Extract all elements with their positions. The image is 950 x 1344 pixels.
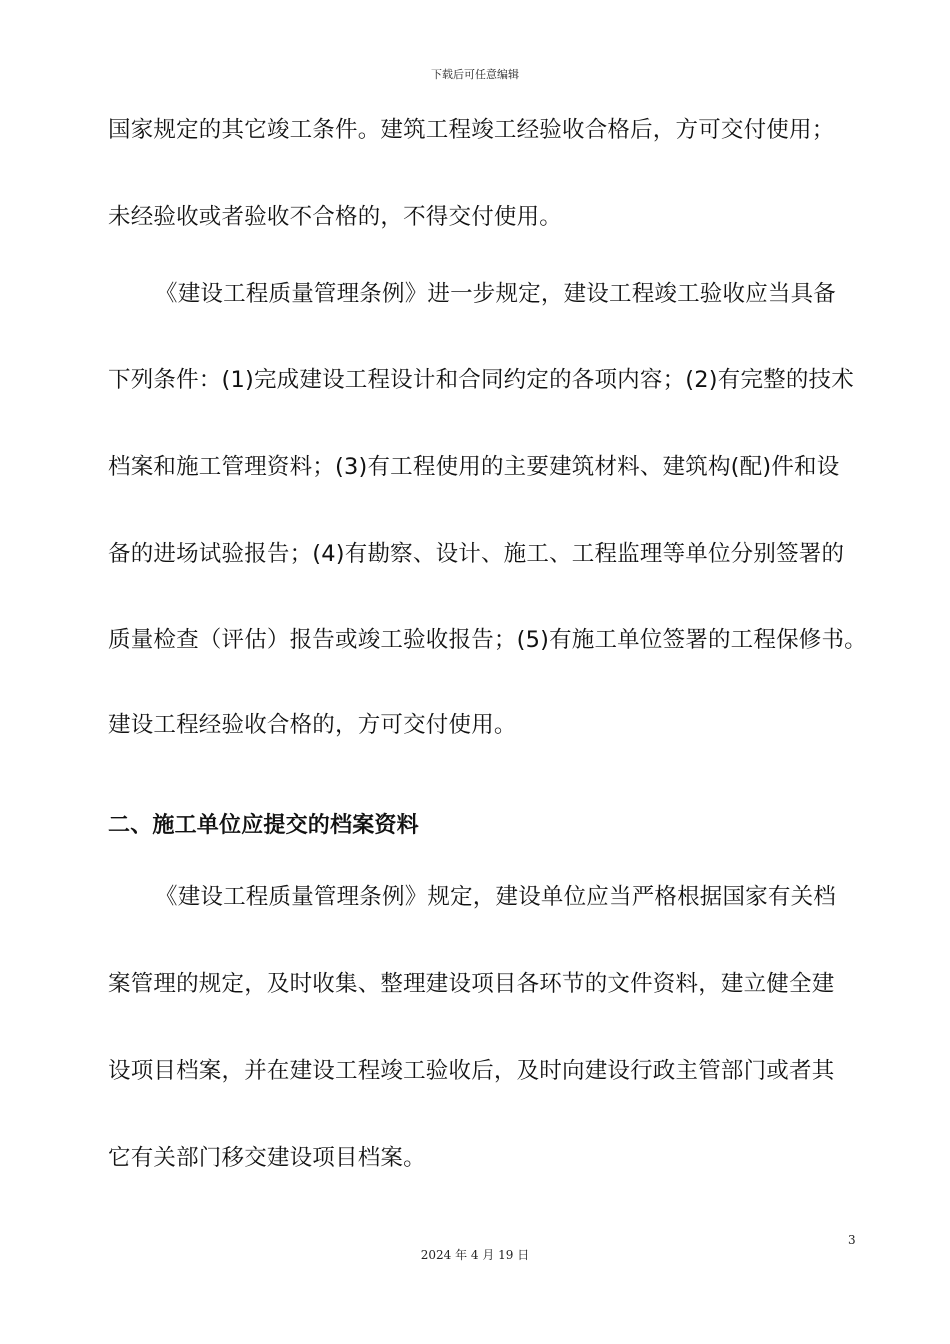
paragraph-line: 建设工程经验收合格的，方可交付使用。 (108, 712, 517, 738)
paragraph-line: 案管理的规定，及时收集、整理建设项目各环节的文件资料，建立健全建 (108, 971, 835, 997)
paragraph-line: 《建设工程质量管理条例》规定，建设单位应当严格根据国家有关档 (155, 884, 837, 910)
page-number: 3 (848, 1233, 856, 1247)
paragraph-line: 下列条件：(1)完成建设工程设计和合同约定的各项内容；(2)有完整的技术 (108, 367, 854, 393)
section-heading: 二、施工单位应提交的档案资料 (108, 813, 419, 838)
paragraph-line: 备的进场试验报告；(4)有勘察、设计、施工、工程监理等单位分别签署的 (108, 541, 845, 567)
paragraph-line: 质量检查（评估）报告或竣工验收报告；(5)有施工单位签署的工程保修书。 (108, 627, 867, 653)
paragraph-line: 国家规定的其它竣工条件。建筑工程竣工经验收合格后，方可交付使用； (108, 117, 835, 143)
header-note: 下载后可任意编辑 (431, 68, 519, 81)
paragraph-line: 未经验收或者验收不合格的，不得交付使用。 (108, 204, 563, 230)
footer-date: 2024 年 4 月 19 日 (420, 1248, 530, 1262)
paragraph-line: 它有关部门移交建设项目档案。 (108, 1145, 426, 1171)
paragraph-line: 设项目档案，并在建设工程竣工验收后，及时向建设行政主管部门或者其 (108, 1058, 835, 1084)
paragraph-line: 《建设工程质量管理条例》进一步规定，建设工程竣工验收应当具备 (155, 281, 837, 307)
paragraph-line: 档案和施工管理资料；(3)有工程使用的主要建筑材料、建筑构(配)件和设 (108, 454, 840, 480)
